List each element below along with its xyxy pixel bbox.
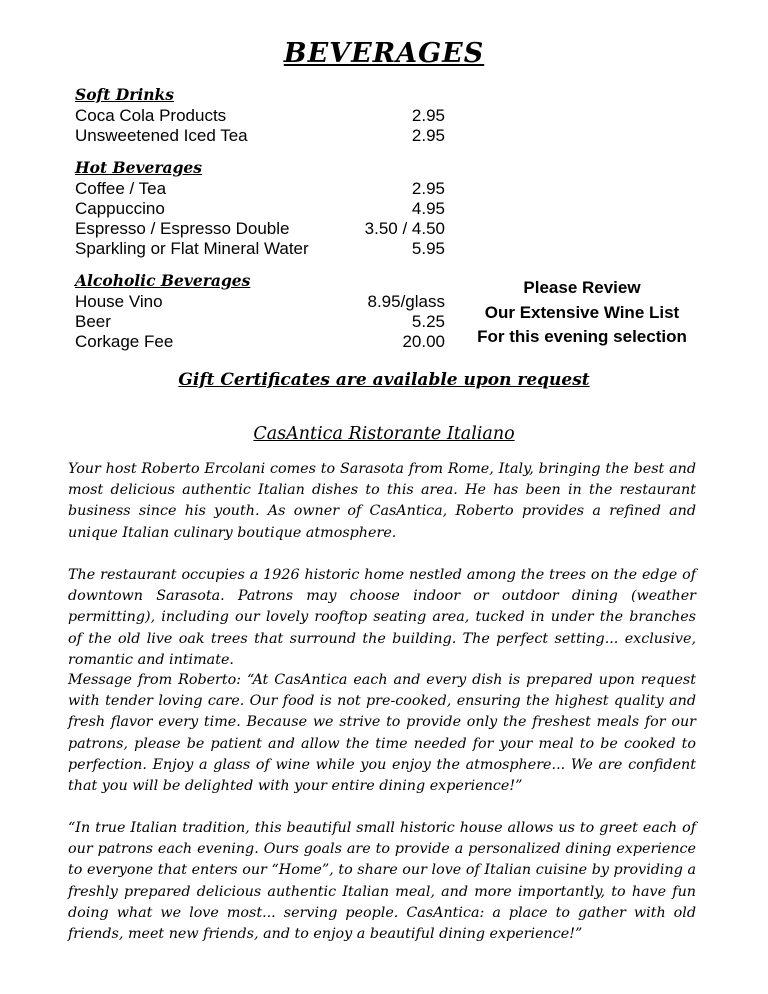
item-name: Cappuccino [75,198,165,218]
menu-item [75,239,445,259]
item-name: Corkage Fee [75,332,174,352]
item-name: Beer [75,312,111,332]
item-price: 3.50 / 4.50 [364,219,445,239]
item-name: House Vino [75,291,163,311]
about-paragraph: Your host Roberto Ercolani comes to Sarasota from Rome, Italy, bringing the best and most delicious authentic Italian dishes to this area. He has been in the restaurant business since his youth. As owner of CasAntica, Roberto provides a refined and unique Italian culinary boutique atmosphere. [68,461,696,541]
item-price: 20.00 [402,332,445,352]
about-paragraph: Message from Roberto: “At CasAntica each and every dish is prepared upon request with tender loving care. Our food is not pre-cooked, ensuring the highest quality and fresh flavor every time. Because we strive to provide only the freshest meals for our patrons, please be patient and allow the time needed for your meal to be cooked to perfection. Enjoy a glass of wine while you enjoy the atmosphere... We are confident that you will be delighted with your entire dining experience!” [68,672,696,795]
item-price: 2.95 [411,106,445,125]
item-price: 2.95 [411,178,445,198]
gift-certificates-note: Gift Certificates are available upon request [178,370,590,390]
item-price: 4.95 [411,198,445,218]
item-price: 2.95 [411,126,445,146]
menu-item [75,219,445,239]
item-name: Unsweetened Iced Tea [75,126,248,146]
restaurant-name: CasAntica Ristorante Italiano [253,424,515,444]
menu-item [75,106,445,126]
item-price: 5.95 [411,239,445,259]
menu-item [75,292,445,312]
section-heading: Soft Drinks [75,85,174,104]
menu-item [75,332,445,352]
beverage-menu [75,84,445,363]
menu-section-alcoholic-beverages [75,270,445,353]
section-heading: Alcoholic Beverages [75,270,251,290]
about-paragraph: “In true Italian tradition, this beautiful small historic house allows us to greet each of our patrons each evening. Ours goals are to provide a personalized dining experience to everyone that enters our “Home”, to share our love of Italian cuisine by providing a freshly prepared delicious authentic Italian meal, and more importantly, to have fun doing what we love most... serving people. CasAntica: a place to gather with old friends, meet new friends, and to enjoy a beautiful dining experience!” [68,820,696,943]
item-name: Espresso / Espresso Double [75,219,290,239]
about-paragraph: The restaurant occupies a 1926 historic home nestled among the trees on the edge of downtown Sarasota. Patrons may choose indoor or outdoor dining (weather permitting), including our lovely rooftop seating area, tucked in under the branches of the old live oak trees that surround the building. The perfect setting... exclusive, romantic and intimate. [68,567,696,668]
wine-note-line: For this evening selection [477,327,687,346]
menu-item [75,199,445,219]
menu-section-soft-drinks [75,84,445,147]
wine-list-note [462,276,702,350]
menu-item [75,179,445,199]
menu-section-hot-beverages [75,157,445,260]
menu-item [75,126,445,146]
page-title: BEVERAGES [283,38,485,69]
item-price: 8.95/glass [367,291,445,311]
menu-item [75,312,445,332]
item-name: Coca Cola Products [75,106,227,125]
section-heading: Hot Beverages [75,157,203,177]
item-name: Sparkling or Flat Mineral Water [75,239,309,259]
item-price: 5.25 [411,312,445,332]
wine-note-line: Our Extensive Wine List [484,302,680,322]
wine-note-line: Please Review [523,278,641,297]
item-name: Coffee / Tea [75,178,167,198]
